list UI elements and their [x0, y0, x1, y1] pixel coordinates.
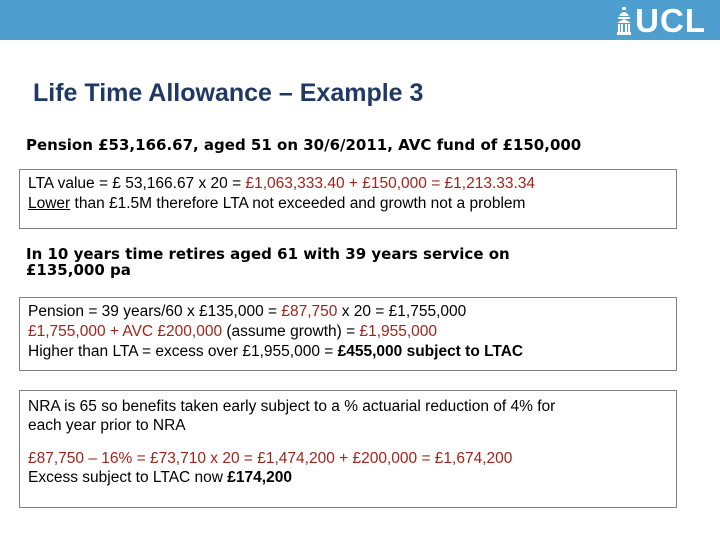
- heading-pension-details: Pension £53,166.67, aged 51 on 30/6/2011, AVC fund of £150,000: [26, 136, 582, 154]
- pension-calc-line: Pension = 39 years/60 x £135,000 = £87,750 x 20 = £1,755,000: [28, 303, 467, 320]
- reduction-calc-line: £87,750 – 16% = £73,710 x 20 = £1,474,200 + £200,000 = £1,674,200: [28, 450, 513, 467]
- excess-now-line: Excess subject to LTAC now £174,200: [28, 469, 292, 486]
- slide-title: Life Time Allowance – Example 3: [33, 79, 424, 107]
- ucl-logo: [617, 3, 706, 39]
- heading-retirement: In 10 years time retires aged 61 with 39 years service on £135,000 pa: [26, 245, 510, 279]
- early-retirement-box: NRA is 65 so benefits taken early subject to a % actuarial reduction of 4% for each year prior to NRA £87,750 – 16% = £73,710 x 20 = £1,474,200 + £200,000 = £1,674,200 Excess subject to LTAC now £174,200: [19, 390, 677, 508]
- excess-line: Higher than LTA = excess over £1,955,000 = £455,000 subject to LTAC: [28, 343, 524, 360]
- retirement-calc-box: [19, 297, 677, 371]
- pension-amount: £87,750: [281, 303, 338, 320]
- lta-value-line: LTA value = £ 53,166.67 x 20 = £1,063,333.40 + £150,000 = £1,213.33.34: [28, 175, 536, 192]
- excess-now-amount: £174,200: [227, 469, 292, 486]
- lta-value-box: [19, 169, 677, 229]
- logo-text: UCL: [635, 2, 706, 39]
- header-bar: [0, 0, 720, 40]
- lower-word: Lower: [28, 195, 71, 212]
- portico-icon: [617, 7, 631, 35]
- lta-compare-line: Lower than £1.5M therefore LTA not exceeded and growth not a problem: [28, 195, 526, 212]
- excess-amount: £455,000 subject to LTAC: [337, 343, 524, 360]
- lta-value-total: £1,063,333.40 + £150,000 = £1,213.33.34: [245, 175, 536, 192]
- total-benefit: £1,955,000: [359, 323, 438, 340]
- avc-growth-line: £1,755,000 + AVC £200,000 (assume growth) = £1,955,000: [28, 323, 438, 340]
